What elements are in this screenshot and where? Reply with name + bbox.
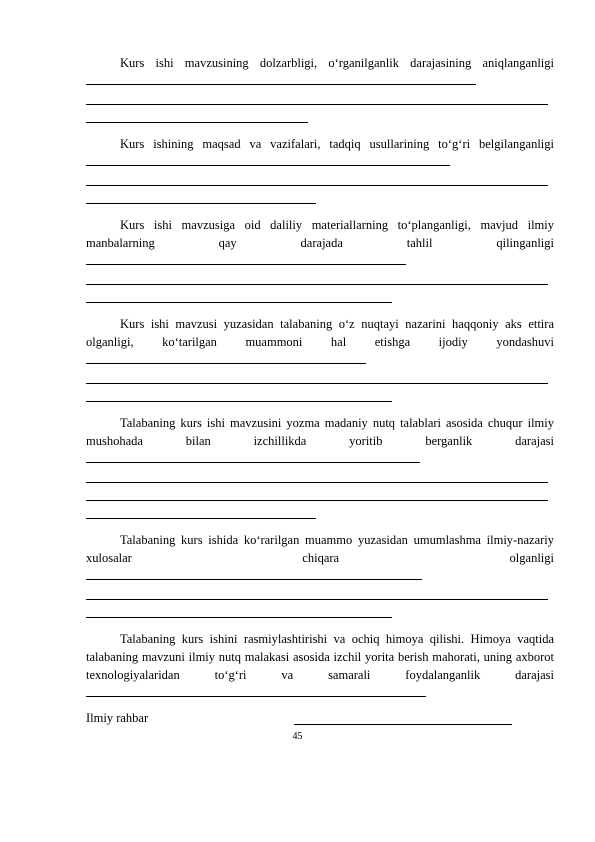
criterion-text xyxy=(86,54,554,90)
criterion-label: Talabaning kurs ishida ko‘rarilgan muammo yuzasidan umumlashma ilmiy-nazariy xulosalar chiqara olganligi xyxy=(86,533,554,565)
criterion-text xyxy=(86,531,554,585)
criterion-label: Kurs ishi mavzusiga oid daliliy materiallarning to‘planganligi, mavjud ilmiy manbalarning qay darajada tahlil qilinganligi xyxy=(86,218,554,250)
criterion-paragraph xyxy=(86,414,554,522)
criterion-paragraph xyxy=(86,135,554,207)
answer-line[interactable] xyxy=(86,369,554,387)
answer-blank[interactable] xyxy=(86,684,426,697)
answer-blank[interactable] xyxy=(86,252,406,265)
answer-line[interactable] xyxy=(86,603,554,621)
criterion-paragraph xyxy=(86,630,554,702)
answer-line[interactable] xyxy=(86,171,554,189)
page-number: 45 xyxy=(292,731,303,742)
answer-line[interactable] xyxy=(86,468,554,486)
criterion-label: Kurs ishi mavzusi yuzasidan talabaning o‘z nuqtayi nazarini haqqoniy aks ettira olganligi, ko‘tarilgan muammoni hal etishga ijodiy yondashuvi xyxy=(86,317,554,349)
answer-line[interactable] xyxy=(86,486,554,504)
answer-line[interactable] xyxy=(86,189,554,207)
answer-line[interactable] xyxy=(86,270,554,288)
document-page xyxy=(86,54,554,731)
answer-line[interactable] xyxy=(86,90,554,108)
answer-line[interactable] xyxy=(86,387,554,405)
signature-row xyxy=(86,711,554,731)
criterion-paragraph xyxy=(86,315,554,405)
criterion-text xyxy=(86,630,554,702)
criterion-paragraph xyxy=(86,54,554,126)
criterion-text xyxy=(86,315,554,369)
criterion-text xyxy=(86,135,554,171)
criterion-paragraph xyxy=(86,216,554,306)
criterion-text xyxy=(86,414,554,468)
answer-blank[interactable] xyxy=(86,567,422,580)
answer-line[interactable] xyxy=(86,288,554,306)
answer-blank[interactable] xyxy=(86,450,420,463)
criterion-label: Kurs ishi mavzusining dolzarbligi, o‘rganilganlik darajasining aniqlanganligi xyxy=(120,56,554,70)
answer-blank[interactable] xyxy=(86,72,476,85)
answer-blank[interactable] xyxy=(86,153,450,166)
criterion-label: Talabaning kurs ishi mavzusini yozma madaniy nutq talablari asosida chuqur ilmiy mushohada bilan izchillikda yoritib berganlik darajasi xyxy=(86,416,554,448)
criteria-list xyxy=(86,54,554,702)
criterion-label: Talabaning kurs ishini rasmiylashtirishi va ochiq himoya qilishi. Himoya vaqtida talabaning mavzuni ilmiy nutq malakasi asosida izchil yorita berish mahorati, uning axborot texnologiyalaridan to‘g‘ri va samarali foydalanganlik darajasi xyxy=(86,632,554,682)
criterion-text xyxy=(86,216,554,270)
answer-line[interactable] xyxy=(86,585,554,603)
criterion-paragraph xyxy=(86,531,554,621)
criterion-label: Kurs ishining maqsad va vazifalari, tadqiq usullarining to‘g‘ri belgilanganligi xyxy=(120,137,554,151)
answer-line[interactable] xyxy=(86,504,554,522)
answer-blank[interactable] xyxy=(86,351,366,364)
signature-label: Ilmiy rahbar xyxy=(86,711,149,725)
signature-line[interactable] xyxy=(294,724,512,725)
answer-line[interactable] xyxy=(86,108,554,126)
